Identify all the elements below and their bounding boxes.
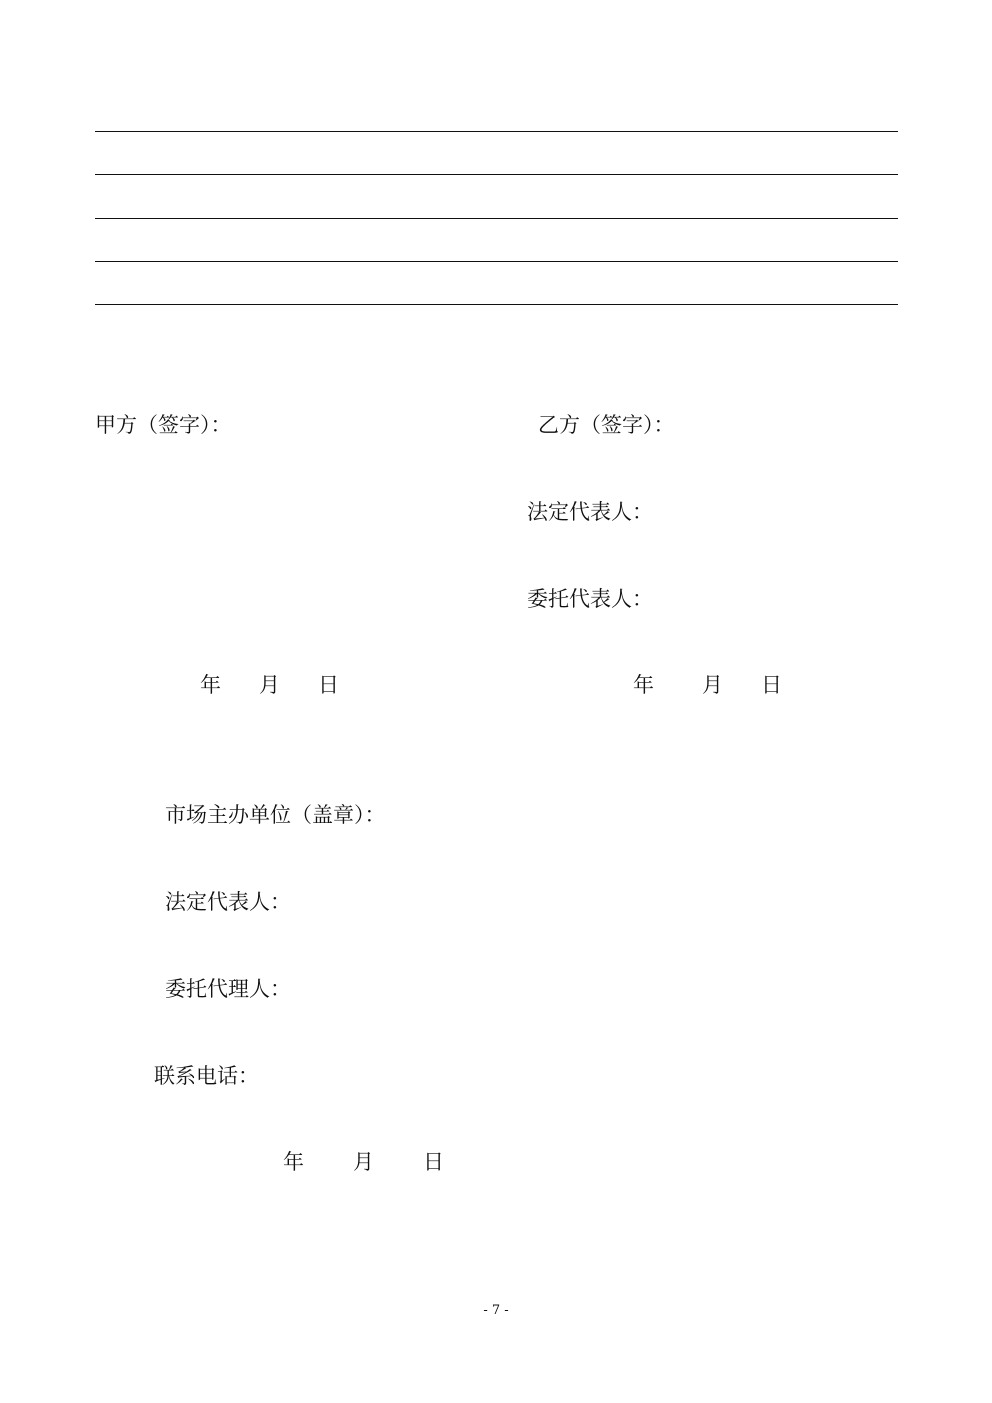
writing-line — [95, 304, 898, 305]
date-day: 日 — [761, 673, 782, 697]
market-organizer-entrusted-agent-label: 委托代理人： — [165, 977, 291, 1001]
date-year: 年 — [200, 673, 221, 697]
party-b-signature-label: 乙方（签字）： — [538, 413, 675, 437]
writing-line — [95, 261, 898, 262]
party-a-signature-label: 甲方（签字）： — [95, 413, 232, 437]
market-organizer-legal-rep-label: 法定代表人： — [165, 890, 291, 914]
page-number: - 7 - — [483, 1303, 509, 1318]
market-organizer-phone-label: 联系电话： — [154, 1064, 259, 1088]
date-day: 日 — [318, 673, 339, 697]
date-month: 月 — [702, 673, 723, 697]
date-day: 日 — [423, 1150, 444, 1174]
market-organizer-seal-label: 市场主办单位（盖章）： — [165, 803, 386, 827]
party-b-entrusted-rep-label: 委托代表人： — [527, 587, 653, 611]
writing-line — [95, 218, 898, 219]
date-month: 月 — [353, 1150, 374, 1174]
date-month: 月 — [259, 673, 280, 697]
date-year: 年 — [633, 673, 654, 697]
date-year: 年 — [283, 1150, 304, 1174]
writing-line — [95, 131, 898, 132]
party-b-legal-rep-label: 法定代表人： — [527, 500, 653, 524]
writing-line — [95, 174, 898, 175]
